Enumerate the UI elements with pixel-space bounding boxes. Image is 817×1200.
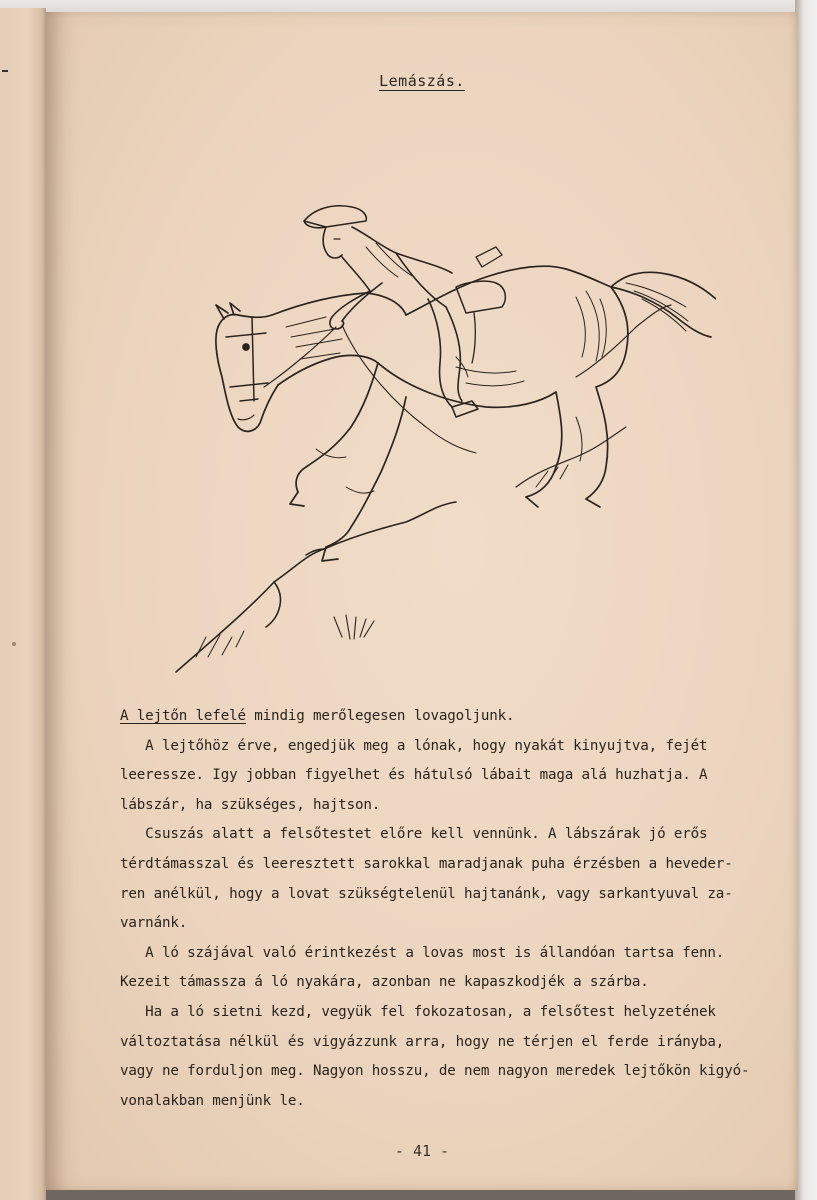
text-line: Kezeit támassza á ló nyakára, azonban ne kapaszkodjék a szárba. (120, 974, 649, 991)
rider (264, 206, 502, 453)
book-page (46, 12, 798, 1190)
text-line: A lejtőhöz érve, engedjük meg a lónak, hogy nyakát kinyujtva, fejét (120, 737, 708, 754)
text-line: varnánk. (120, 915, 188, 932)
text-line: A ló szájával való érintkezést a lovas most is állandóan tartsa fenn. (120, 944, 725, 961)
body-text (120, 702, 760, 1116)
text-line: vonalakban menjünk le. (120, 1092, 305, 1109)
text-line: ren anélkül, hogy a lovat szükségtelenül hajtanánk, vagy sarkantyuval za- (120, 885, 733, 902)
text-line: térdtámasszal és leeresztett sarokkal maradjanak puha érzésben a heveder- (120, 855, 733, 872)
heading-rest: mindig merőlegesen lovagoljunk. (245, 708, 515, 724)
text-line: Ha a ló sietni kezd, vegyük fel fokozatosan, a felsőtest helyzetének (120, 1003, 716, 1020)
text-line: Csuszás alatt a felsőtestet előre kell vennünk. A lábszárak jó erős (120, 826, 708, 843)
text-line: vagy ne forduljon meg. Nagyon hosszu, de nem nagyon meredek lejtőkön kigyó- (120, 1063, 750, 1080)
horse-rider-illustration (156, 187, 716, 677)
paper-speck (12, 642, 16, 646)
text-line: lábszár, ha szükséges, hajtson. (120, 796, 381, 813)
text-line: változtatása nélkül és vigyázzunk arra, hogy ne térjen el ferde irányba, (120, 1033, 725, 1050)
margin-mark (2, 70, 8, 72)
heading-lead: A lejtőn lefelé (120, 708, 246, 724)
page-title: Lemászás. (379, 72, 465, 90)
page-number: - 41 - (394, 1142, 450, 1160)
text-line: leeressze. Igy jobban figyelhet és hátulsó lábait maga alá huzhatja. A (120, 767, 708, 784)
scanner-right-edge (795, 0, 817, 1200)
heading-line (120, 702, 760, 732)
facing-page-edge (0, 8, 46, 1200)
